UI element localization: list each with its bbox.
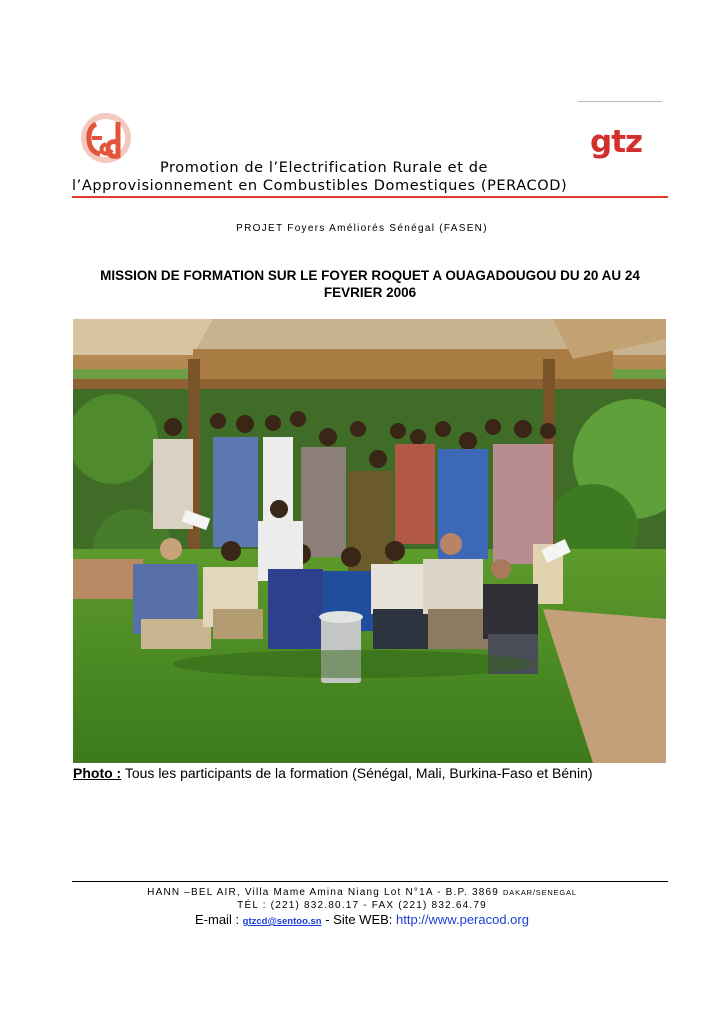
- gtz-logo: gtz: [590, 124, 643, 160]
- group-photo: [73, 319, 666, 763]
- site-label: - Site WEB:: [321, 912, 397, 927]
- website-link[interactable]: http://www.peracod.org: [396, 912, 529, 927]
- footer-phone: TÉL : (221) 832.80.17 - FAX (221) 832.64.79: [237, 900, 487, 911]
- gtz-logo-rule: [578, 101, 662, 102]
- email-link[interactable]: gtzcd@sentoo.sn: [242, 916, 322, 927]
- header-rule: [72, 196, 668, 198]
- footer-address: [0, 887, 724, 898]
- address-city: DAKAR/SENEGAL: [503, 888, 577, 897]
- header-title-line2: l’Approvisionnement en Combustibles Domestiques (PERACOD): [72, 178, 568, 194]
- photo-caption: [73, 765, 593, 781]
- caption-text: Tous les participants de la formation (Sénégal, Mali, Burkina-Faso et Bénin): [121, 765, 593, 781]
- email-label: E-mail :: [195, 912, 243, 927]
- mission-title: MISSION DE FORMATION SUR LE FOYER ROQUET A OUAGADOUGOU DU 20 AU 24 FEVRIER 2006: [100, 268, 640, 300]
- footer-contact: [0, 912, 724, 927]
- header-title-line1: Promotion de l’Electrification Rurale et de: [159, 160, 489, 176]
- caption-label: Photo :: [73, 765, 122, 781]
- footer-rule: [72, 881, 668, 882]
- address-text: HANN –BEL AIR, Villa Mame Amina Niang Lot N°1A - B.P. 3869: [147, 887, 504, 898]
- project-line: PROJET Foyers Améliorés Sénégal (FASEN): [236, 223, 488, 234]
